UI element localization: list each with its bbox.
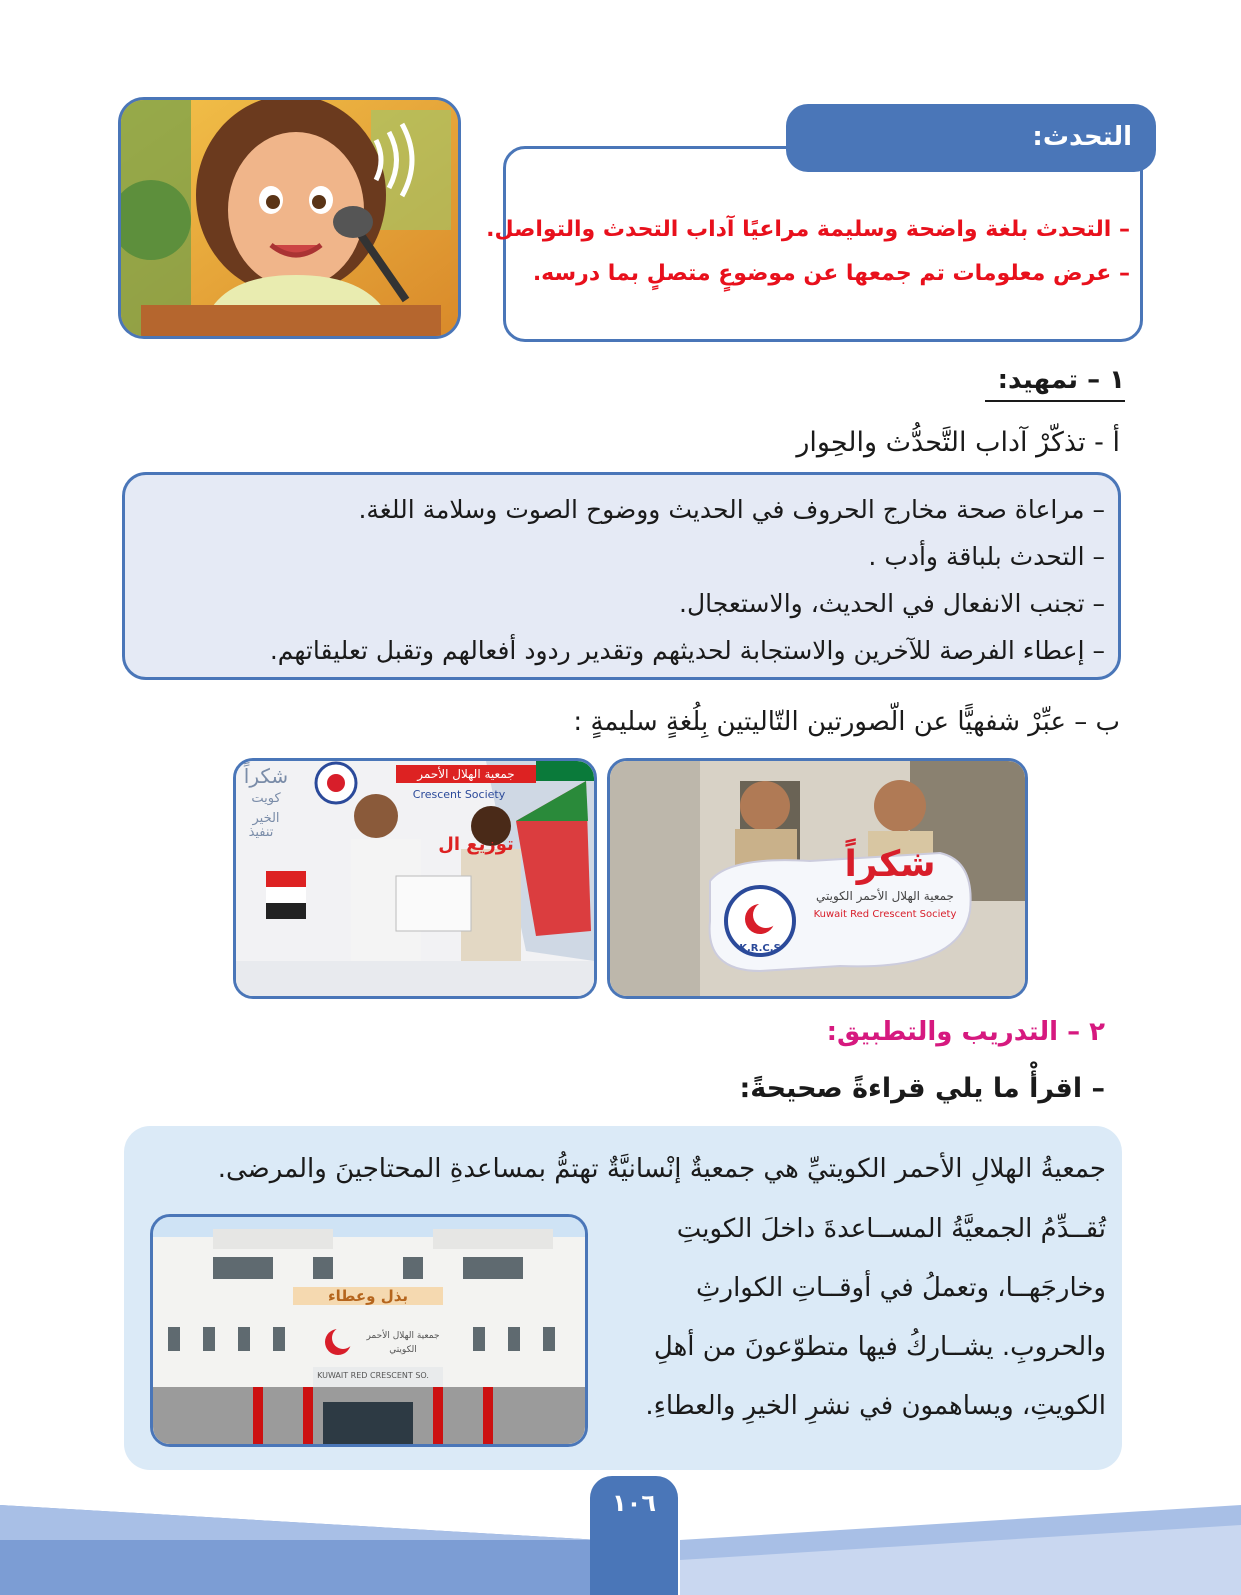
section1-part-b: ب – عبِّرْ شفهيًّا عن الّصورتين التّاليتين بِلُغةٍ سليمةٍ : [573, 707, 1120, 737]
building-sign-ar: جمعية الهلال الأحمر الكويتي [366, 1331, 440, 1355]
banner-distribution: توزيع ال [438, 834, 514, 855]
banner-society-en: Crescent Society [412, 788, 506, 801]
sign-thanks-text: شكراً [844, 844, 936, 885]
section1-part-a: أ - تذكّرْ آداب التَّحدُّث والحِوار [796, 427, 1120, 458]
passage-first-line: جمعيةُ الهلالِ الأحمر الكويتيِّ هي جمعيةٌ إنْسانيَّةٌ تهتمُّ بمساعدةِ المحتاجينَ والمرضى. [217, 1154, 1106, 1184]
manners-item: – التحدث بلباقة وأدب . [868, 542, 1105, 571]
manners-list [140, 486, 1105, 674]
section2-title: ٢ – التدريب والتطبيق: [826, 1017, 1105, 1047]
banner-kuwait-khair: كويت الخير [251, 791, 281, 826]
banner-tanfeeth: تنفيذ [248, 825, 274, 840]
objective-item: – التحدث بلغة واضحة وسليمة مراعيًا آداب التحدث والتواصل. [486, 217, 1130, 242]
passage-line: الكويتِ، ويساهمون في نشرِ الخيرِ والعطاءِ. [645, 1391, 1106, 1421]
objective-item: – عرض معلومات تم جمعها عن موضوعٍ متصلٍ بما درسه. [532, 261, 1130, 286]
building-sign: بذل وعطاء [327, 1287, 409, 1305]
photo-aid-distribution [233, 758, 597, 999]
manners-item: – تجنب الانفعال في الحديث، والاستعجال. [679, 589, 1105, 618]
banner-society-ar: جمعية الهلال الأحمر [396, 765, 536, 783]
objectives-list [486, 208, 1130, 296]
section1-title: ١ – تمهيد: [985, 360, 1125, 402]
passage-line: والحروبِ. يشــاركُ فيها متطوّعونَ من أهلِ [653, 1332, 1106, 1362]
speaking-title: التحدث: [786, 104, 1156, 172]
girl-speaking-illustration [118, 97, 461, 339]
building-sign-en: KUWAIT RED CRESCENT SO. [317, 1371, 429, 1380]
passage-line: وخارجَهــا، وتعملُ في أوقــاتِ الكوارثِ [696, 1273, 1106, 1303]
manners-item: – إعطاء الفرصة للآخرين والاستجابة لحديثهم وتقدير ردود أفعالهم وتقبل تعليقاتهم. [269, 636, 1105, 665]
manners-item: – مراعاة صحة مخارج الحروف في الحديث ووضوح الصوت وسلامة اللغة. [358, 495, 1105, 524]
sign-logo-text: K.R.C.S [739, 943, 781, 954]
page-number: ١٠٦ [590, 1476, 678, 1595]
passage-line: تُقــدِّمُ الجمعيَّةُ المســاعدةَ داخلَ الكويتِ [676, 1214, 1106, 1244]
photo-boys-thanks-sign [607, 758, 1028, 999]
sign-society-en: Kuwait Red Crescent Society [813, 909, 957, 920]
girl-microphone-icon [121, 100, 458, 336]
sign-society-ar: جمعية الهلال الأحمر الكويتي [816, 889, 954, 903]
passage-lines [600, 1200, 1106, 1436]
photo-krcs-building [150, 1214, 588, 1447]
banner-thanks: شكراً [243, 764, 289, 788]
section2-instruction: – اقرأْ ما يلي قراءةً صحيحةً: [739, 1073, 1105, 1104]
